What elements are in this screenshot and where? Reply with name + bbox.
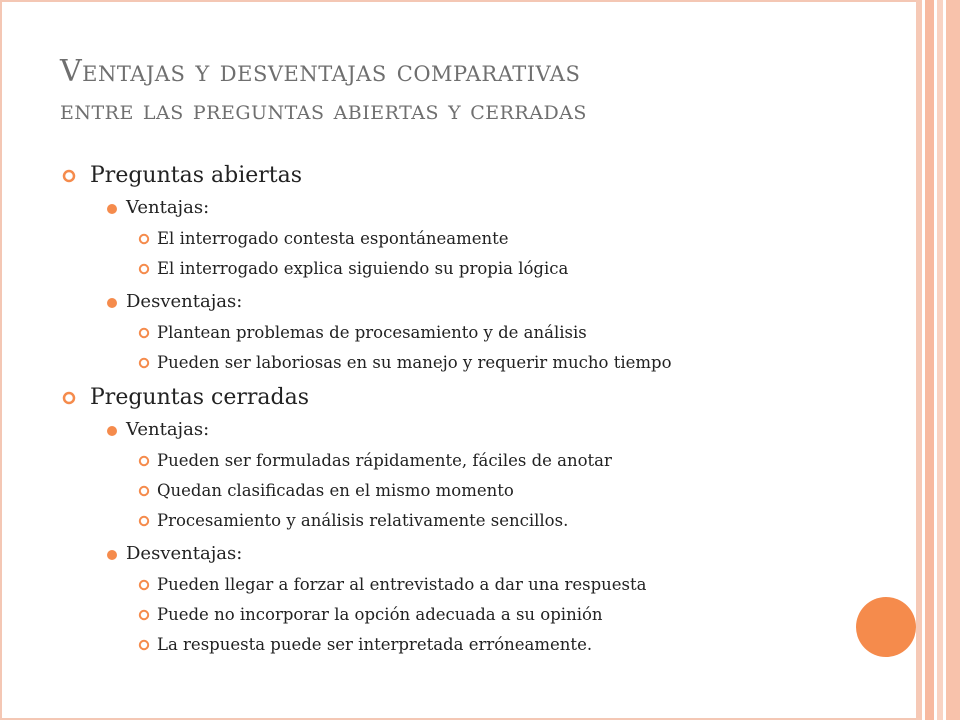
section-heading-abiertas: [62, 162, 882, 190]
dot-bullet-icon: [107, 426, 117, 436]
list-item: [62, 258, 882, 280]
ring-bullet-icon: [138, 263, 150, 275]
desventajas-label-text: Desventajas:: [126, 543, 243, 564]
ring-bullet-icon: [138, 639, 150, 651]
list-item-text: Puede no incorporar la opción adecuada a su opinión: [157, 605, 603, 624]
list-item: [62, 352, 882, 374]
list-item-text: Plantean problemas de procesamiento y de análisis: [157, 323, 587, 342]
dot-bullet-icon: [107, 550, 117, 560]
slide-title-line-2: entre las preguntas abiertas y cerradas: [60, 95, 587, 126]
list-item-text: El interrogado contesta espontáneamente: [157, 229, 509, 248]
list-item: [62, 510, 882, 532]
ventajas-label: [62, 418, 882, 442]
list-item-text: Pueden ser laboriosas en su manejo y requerir mucho tiempo: [157, 353, 672, 372]
list-item: [62, 604, 882, 626]
ring-bullet-icon: [138, 455, 150, 467]
dot-bullet-icon: [107, 204, 117, 214]
list-item: [62, 450, 882, 472]
list-item-text: La respuesta puede ser interpretada erróneamente.: [157, 635, 593, 654]
ring-bullet-icon: [138, 609, 150, 621]
ring-bullet-icon: [138, 327, 150, 339]
list-item-text: El interrogado explica siguiendo su propia lógica: [157, 259, 569, 278]
ring-bullet-icon: [138, 233, 150, 245]
slide-title: [60, 52, 880, 130]
ventajas-label-text: Ventajas:: [126, 197, 210, 218]
ring-bullet-icon: [138, 485, 150, 497]
ring-bullet-icon: [138, 579, 150, 591]
ring-bullet-icon: [138, 357, 150, 369]
list-item: [62, 480, 882, 502]
ventajas-label-text: Ventajas:: [126, 419, 210, 440]
decorative-circle: [856, 597, 916, 657]
dot-bullet-icon: [107, 298, 117, 308]
desventajas-label: [62, 290, 882, 314]
list-item-text: Procesamiento y análisis relativamente sencillos.: [157, 511, 569, 530]
section-heading-cerradas: [62, 384, 882, 412]
ventajas-label: [62, 196, 882, 220]
list-item-text: Quedan clasificadas en el mismo momento: [157, 481, 514, 500]
ring-bullet-icon: [62, 169, 76, 183]
slide-content: [62, 162, 882, 656]
desventajas-label: [62, 542, 882, 566]
decorative-stripes: [916, 0, 960, 720]
slide-title-line-1: Ventajas y desventajas comparativas: [60, 54, 581, 89]
section-heading-text: Preguntas abiertas: [90, 163, 303, 188]
list-item-text: Pueden ser formuladas rápidamente, fáciles de anotar: [157, 451, 612, 470]
ring-bullet-icon: [62, 391, 76, 405]
list-item: [62, 228, 882, 250]
list-item: [62, 634, 882, 656]
section-heading-text: Preguntas cerradas: [90, 385, 309, 410]
ring-bullet-icon: [138, 515, 150, 527]
desventajas-label-text: Desventajas:: [126, 291, 243, 312]
list-item-text: Pueden llegar a forzar al entrevistado a dar una respuesta: [157, 575, 647, 594]
list-item: [62, 574, 882, 596]
list-item: [62, 322, 882, 344]
